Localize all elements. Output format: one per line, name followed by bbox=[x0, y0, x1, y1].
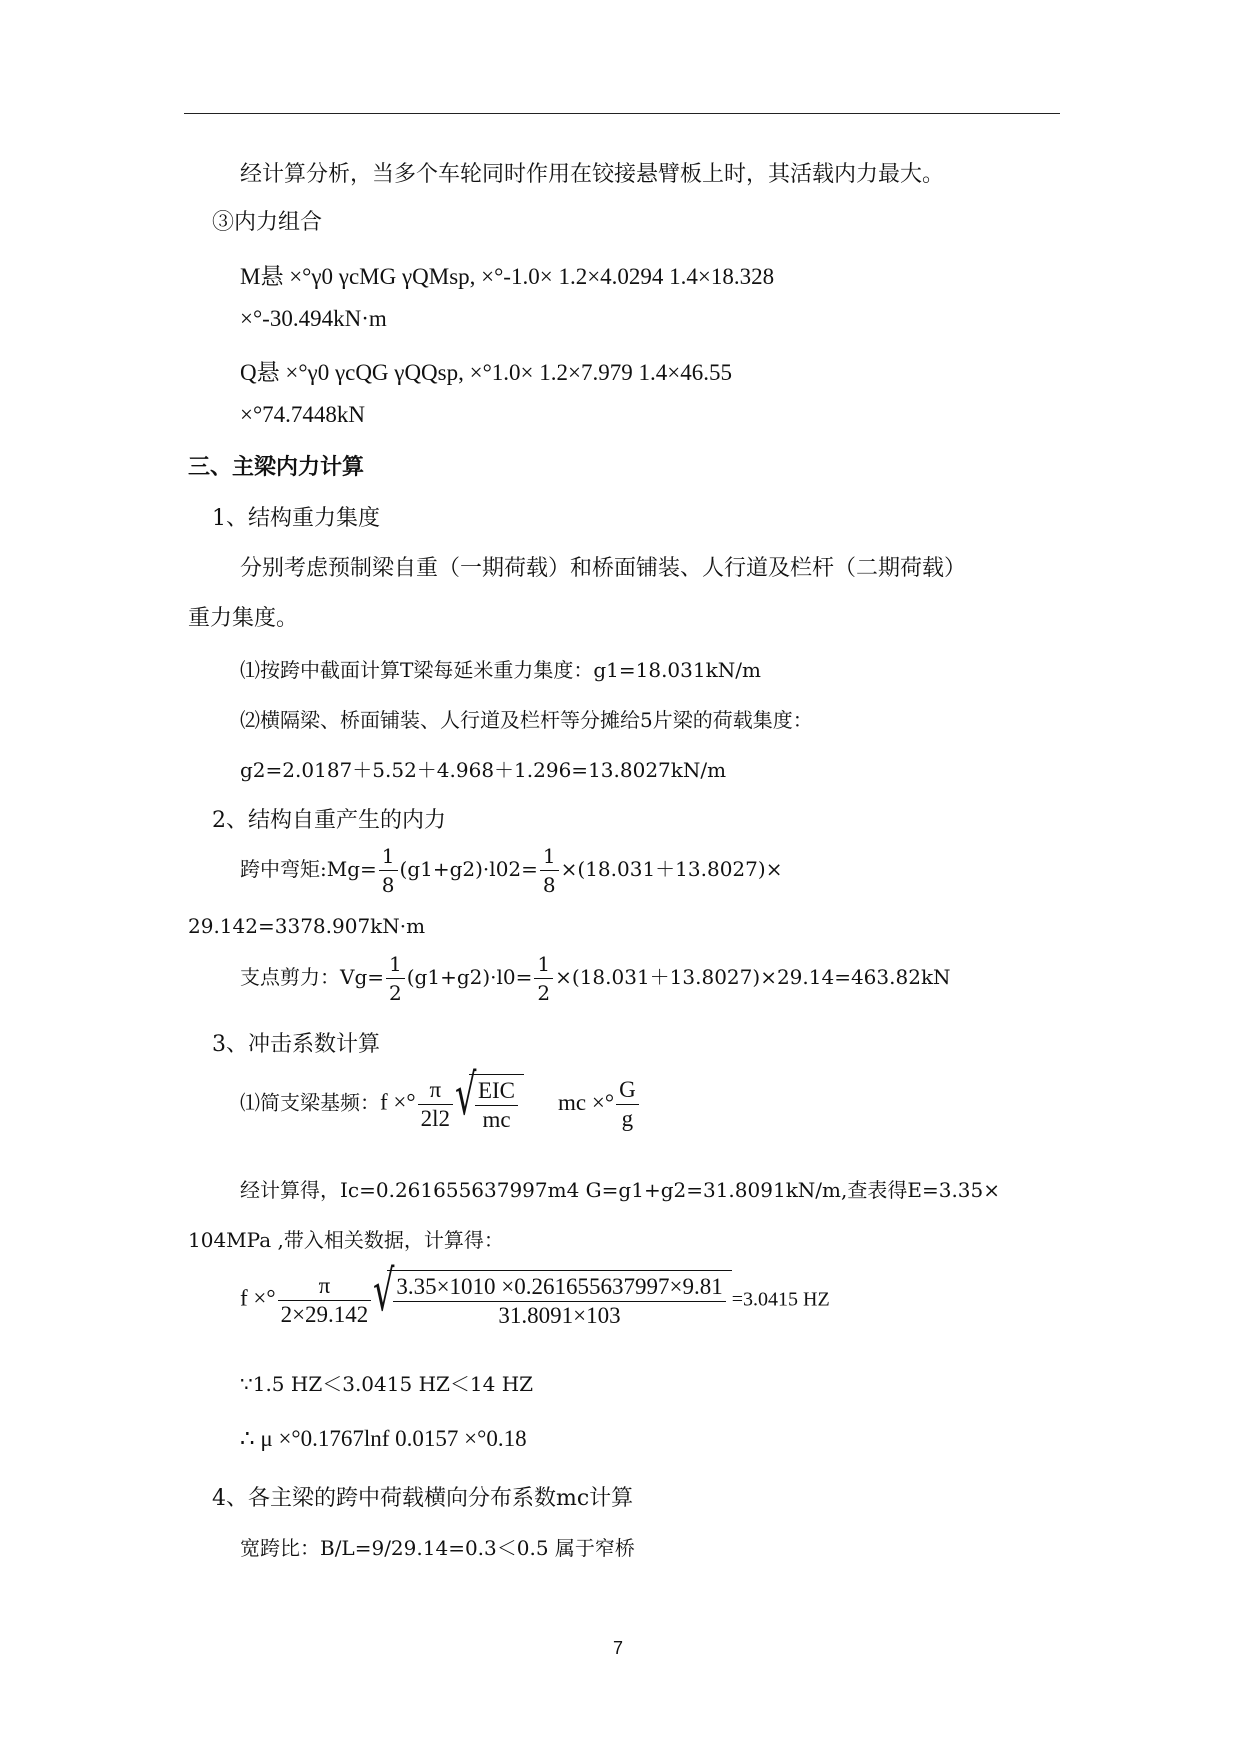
subsection-heading: 1、结构重力集度 bbox=[212, 506, 380, 531]
fraction-denominator: 2 bbox=[537, 981, 551, 1005]
fraction bbox=[616, 1076, 639, 1133]
fraction bbox=[475, 1077, 518, 1134]
fraction bbox=[534, 950, 553, 1007]
list-item: ⑴按跨中截面计算T梁每延米重力集度：g1=18.031kN/m bbox=[240, 658, 761, 682]
paragraph: 重力集度。 bbox=[188, 606, 299, 631]
radical-sign: √ bbox=[454, 1063, 477, 1128]
fraction-numerator: π bbox=[418, 1076, 453, 1105]
fraction-denominator: 8 bbox=[542, 873, 556, 897]
formula-text: 支点剪力：Vg= bbox=[240, 965, 385, 989]
equation-line: M悬 ×°γ0 γcMG γQMsp, ×°-1.0× 1.2×4.0294 1.4×18.328 bbox=[240, 264, 775, 289]
fraction-denominator: g bbox=[621, 1105, 634, 1131]
formula-line bbox=[240, 842, 782, 899]
equation-line: ×°-30.494kN·m bbox=[240, 306, 387, 331]
fraction bbox=[278, 1272, 372, 1329]
fraction-numerator: 1 bbox=[540, 842, 559, 871]
subsection-heading: ③内力组合 bbox=[212, 210, 323, 235]
radical-body bbox=[387, 1270, 731, 1330]
fraction-denominator: 2×29.142 bbox=[280, 1301, 369, 1327]
formula-label: ⑴简支梁基频： bbox=[240, 1090, 380, 1115]
fraction bbox=[393, 1273, 725, 1330]
radical bbox=[373, 1259, 731, 1330]
subsection-heading: 2、结构自重产生的内力 bbox=[212, 808, 446, 833]
formula-continuation: 29.142=3378.907kN·m bbox=[188, 914, 426, 938]
fraction-denominator: mc bbox=[482, 1107, 511, 1132]
fraction-denominator: 8 bbox=[381, 873, 395, 897]
fraction-denominator: 31.8091×103 bbox=[498, 1303, 621, 1328]
formula-text: 跨中弯矩:Mg= bbox=[240, 857, 377, 881]
formula-text: (g1+g2)·l0= bbox=[406, 965, 533, 989]
fraction-numerator: 3.35×1010 ×0.261655637997×9.81 bbox=[393, 1273, 725, 1302]
list-item: ⑵横隔梁、桥面铺装、人行道及栏杆等分摊给5片梁的荷载集度： bbox=[240, 708, 813, 732]
paragraph: 宽跨比：B/L=9/29.14=0.3＜0.5 属于窄桥 bbox=[240, 1536, 635, 1560]
paragraph: 经计算得，Ic=0.261655637997m4 G=g1+g2=31.8091kN/m,查表得E=3.35× bbox=[240, 1178, 1001, 1202]
paragraph: 经计算分析，当多个车轮同时作用在铰接悬臂板上时，其活载内力最大。 bbox=[240, 162, 945, 187]
subsection-heading: 4、各主梁的跨中荷载横向分布系数mc计算 bbox=[212, 1486, 634, 1511]
fraction bbox=[540, 842, 559, 899]
fraction-numerator: 1 bbox=[386, 950, 405, 979]
list-item: g2=2.0187＋5.52＋4.968＋1.296=13.8027kN/m bbox=[240, 758, 727, 782]
fraction-numerator: G bbox=[616, 1076, 639, 1105]
formula-line: ∵1.5 HZ＜3.0415 HZ＜14 HZ bbox=[240, 1372, 534, 1396]
fraction-numerator: 1 bbox=[534, 950, 553, 979]
radical bbox=[454, 1063, 524, 1134]
fraction-numerator: π bbox=[278, 1272, 372, 1301]
fraction bbox=[418, 1076, 453, 1133]
formula-line: ∴ μ ×°0.1767lnf 0.0157 ×°0.18 bbox=[240, 1426, 527, 1451]
formula-text: ×(18.031＋13.8027)× bbox=[560, 857, 783, 881]
formula-text: ×(18.031＋13.8027)×29.14=463.82kN bbox=[555, 965, 951, 989]
formula-text: (g1+g2)·l02= bbox=[399, 857, 538, 881]
fraction-numerator: EIC bbox=[475, 1077, 518, 1106]
paragraph: 分别考虑预制梁自重（一期荷载）和桥面铺装、人行道及栏杆（二期荷载） bbox=[240, 556, 967, 581]
equation-line: Q悬 ×°γ0 γcQG γQQsp, ×°1.0× 1.2×7.979 1.4×46.55 bbox=[240, 360, 732, 385]
section-heading: 三、主梁内力计算 bbox=[188, 454, 365, 480]
radical-sign: √ bbox=[373, 1259, 395, 1324]
formula-text: f ×° bbox=[240, 1285, 276, 1311]
formula-line bbox=[240, 950, 951, 1007]
fraction-denominator: 2 bbox=[389, 981, 402, 1005]
formula-line bbox=[240, 1063, 641, 1134]
fraction-numerator: 1 bbox=[379, 842, 398, 871]
fraction-denominator: 2l2 bbox=[420, 1105, 450, 1131]
formula-text: mc ×° bbox=[558, 1089, 615, 1115]
paragraph: 104MPa ,带入相关数据，计算得： bbox=[188, 1228, 504, 1252]
formula-text: f ×° bbox=[380, 1089, 416, 1115]
radical-body bbox=[469, 1074, 524, 1134]
equation-line: ×°74.7448kN bbox=[240, 402, 366, 427]
header-rule bbox=[184, 113, 1060, 114]
subsection-heading: 3、冲击系数计算 bbox=[212, 1032, 380, 1057]
formula-line bbox=[240, 1259, 830, 1330]
fraction bbox=[379, 842, 398, 899]
formula-result: =3.0415 HZ bbox=[731, 1288, 830, 1311]
page-number: 7 bbox=[613, 1638, 624, 1658]
fraction bbox=[386, 950, 405, 1007]
